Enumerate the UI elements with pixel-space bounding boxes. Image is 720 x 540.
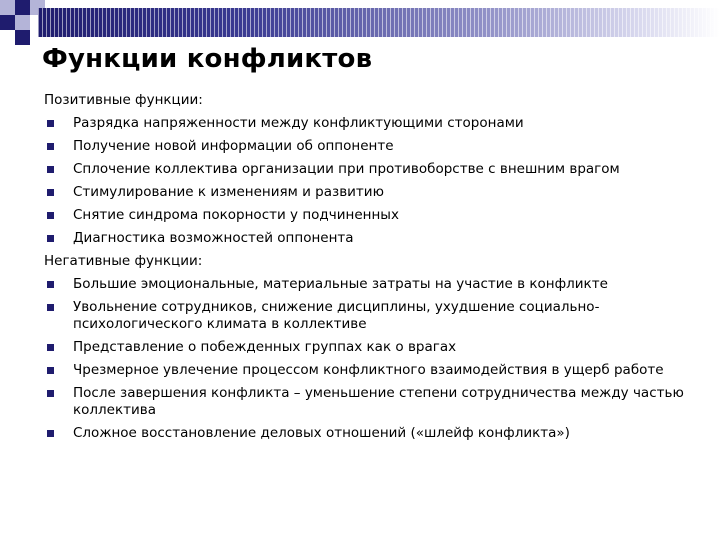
square-bullet-icon: [47, 390, 54, 397]
square-bullet-icon: [47, 166, 54, 173]
list-item-text: Получение новой информации об оппоненте: [73, 138, 394, 154]
list-item-text: Диагностика возможностей оппонента: [73, 230, 354, 246]
positive-functions-heading: Позитивные функции:: [44, 92, 203, 108]
list-item-text: После завершения конфликта – уменьшение степени сотрудничества между частью коллектива: [73, 385, 684, 418]
header-gradient-band: [38, 8, 720, 37]
positive-functions-list: [44, 115, 704, 247]
list-item-text: Увольнение сотрудников, снижение дисциплины, ухудшение социально-психологического климата в коллективе: [73, 299, 600, 332]
checker-square: [15, 15, 30, 30]
slide-content: [44, 92, 704, 448]
checker-square: [0, 15, 15, 30]
list-item: [44, 362, 704, 379]
list-item: [44, 207, 704, 224]
list-item: [44, 184, 704, 201]
list-item-text: Сплочение коллектива организации при противоборстве с внешним врагом: [73, 161, 620, 177]
square-bullet-icon: [47, 189, 54, 196]
list-item: [44, 385, 704, 419]
square-bullet-icon: [47, 281, 54, 288]
square-bullet-icon: [47, 212, 54, 219]
checker-square: [0, 0, 15, 15]
negative-functions-list: [44, 276, 704, 442]
square-bullet-icon: [47, 367, 54, 374]
negative-functions-heading: Негативные функции:: [44, 253, 203, 269]
list-item: [44, 161, 704, 178]
list-item: [44, 276, 704, 293]
list-item-text: Большие эмоциональные, материальные затраты на участие в конфликте: [73, 276, 608, 292]
list-item: [44, 299, 704, 333]
square-bullet-icon: [47, 120, 54, 127]
list-item: [44, 230, 704, 247]
list-item-text: Представление о побежденных группах как о врагах: [73, 339, 457, 355]
square-bullet-icon: [47, 143, 54, 150]
square-bullet-icon: [47, 430, 54, 437]
list-item: [44, 115, 704, 132]
checker-square: [15, 30, 30, 45]
list-item-text: Снятие синдрома покорности у подчиненных: [73, 207, 399, 223]
list-item-text: Разрядка напряженности между конфликтующими сторонами: [73, 115, 524, 131]
list-item: [44, 339, 704, 356]
list-item-text: Сложное восстановление деловых отношений («шлейф конфликта»): [73, 425, 570, 441]
square-bullet-icon: [47, 304, 54, 311]
square-bullet-icon: [47, 235, 54, 242]
list-item: [44, 425, 704, 442]
list-item-text: Чрезмерное увлечение процессом конфликтного взаимодействия в ущерб работе: [73, 362, 664, 378]
checker-square: [15, 0, 30, 15]
square-bullet-icon: [47, 344, 54, 351]
list-item-text: Стимулирование к изменениям и развитию: [73, 184, 384, 200]
slide-title: Функции конфликтов: [42, 44, 373, 74]
list-item: [44, 138, 704, 155]
